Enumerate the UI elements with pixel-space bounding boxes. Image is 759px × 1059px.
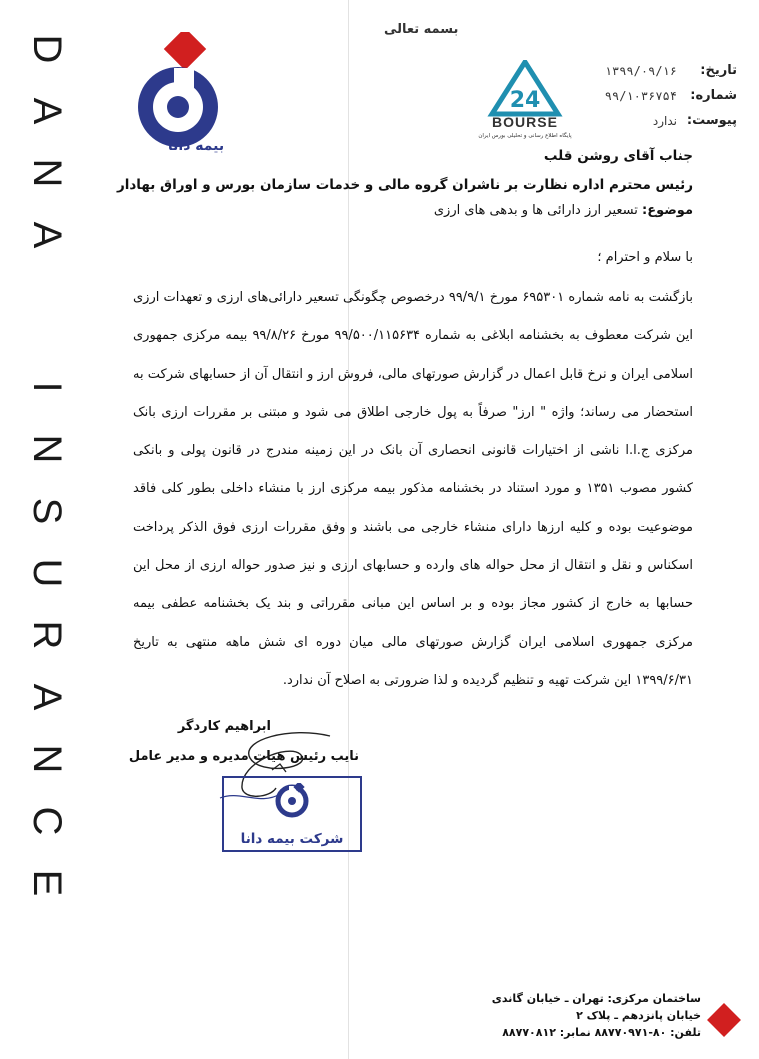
side-letter: N — [25, 158, 69, 188]
side-letter: R — [25, 620, 69, 650]
side-letter: U — [25, 558, 69, 588]
number-label: شماره: — [690, 88, 737, 103]
signer-name: ابراهیم کاردگر — [177, 719, 271, 734]
side-letter: N — [25, 434, 69, 464]
dana-logo — [118, 32, 248, 157]
svg-text:پایگاه اطلاع رسانی و تحلیلی بو: پایگاه اطلاع رسانی و تحلیلی بورس ایران — [478, 133, 572, 139]
svg-text:بیمه دانا: بیمه دانا — [167, 138, 225, 154]
invocation-text: بسمه تعالی — [384, 22, 459, 37]
svg-text:24: 24 — [509, 88, 541, 113]
letter-body — [116, 148, 693, 700]
date-value: ۱۳۹۹/۰۹/۱۶ — [604, 63, 677, 78]
stamp-logo — [274, 783, 310, 819]
footer-line-1: ساختمان مرکزی: تهران ـ خیابان گاندی — [491, 992, 701, 1005]
side-brand-word — [12, 18, 69, 914]
stamp-text: شرکت بیمه دانا — [240, 831, 344, 847]
signature-block — [129, 712, 359, 772]
number-row — [577, 83, 737, 108]
svg-text:BOURSE: BOURSE — [492, 114, 558, 130]
footer-diamond-icon — [707, 1003, 741, 1037]
body-paragraph: بازگشت به نامه شماره ۶۹۵۳۰۱ مورخ ۹۹/۹/۱ درخصوص چگونگی تسعیر دارائی‌های ارزی و تعهدات ارزی این شرکت معطوف به بخشنامه ابلاغی به شماره ۹۹/۵۰۰/۱۱۵۶۳۴ مورخ ۹۹/۸/۲۶ بیمه مرکزی جمهوری اسلامی ایران و نرخ قابل اعمال در گزارش صورتهای مالی، فروش ارز و انتقال آن از حسابهای شرکت به استحضار می رساند؛ واژه " ارز" صرفاً به پول خارجی اطلاق می شود و مبتنی بر مقررات ارزی بانک مرکزی ج.ا.ا ناشی از اختیارات قانونی انحصاری آن بانک در این زمینه مندرج در قانون پولی و بانکی کشور مصوب ۱۳۵۱ و مورد استناد در بخشنامه مذکور بیمه مرکزی ارز با منشاء داخلی بطور کلی فاقد موضوعیت بوده و کلیه ارزها دارای منشاء خارجی می باشند و وفق مقررات ارزی فوق الذکر پرداخت اسکناس و نقل و انتقال از محل حواله های وارده و حسابهای ارزی و نیز صدور حواله ارزی از محل این حسابها به خارج از کشور مجاز بوده و بر اساس این مبانی مقرراتی و بند یک بخشنامه عطفی بیمه مرکزی جمهوری اسلامی ایران گزارش صورتهای مالی میان دوره ای شش ماهه منتهی به تاریخ ۱۳۹۹/۶/۳۱ این شرکت تهیه و تنظیم گردیده و لذا ضرورتی به اصلاح آن ندارد. — [133, 290, 693, 688]
side-letter: A — [25, 221, 69, 249]
side-letter: C — [25, 806, 69, 836]
company-stamp — [222, 776, 362, 852]
footer-line-3: تلفن: ۸۰-۸۸۷۷۰۹۷۱ نمابر: ۸۸۷۷۰۸۱۲ — [502, 1026, 701, 1039]
signer-title: نایب رئیس هیات مدیره و مدیر عامل — [128, 749, 359, 764]
attachment-label: پیوست: — [686, 113, 737, 128]
date-row — [577, 58, 737, 83]
date-label: تاریخ: — [700, 63, 737, 78]
subject-text: تسعیر ارز دارائی ها و بدهی های ارزی — [433, 203, 638, 218]
number-value: ۹۹/۱۰۳۶۷۵۴ — [604, 88, 677, 103]
side-letter: A — [25, 683, 69, 711]
footer-line-2: خیابان پانزدهم ـ پلاک ۲ — [576, 1009, 701, 1022]
side-letter: S — [25, 497, 69, 525]
subject-line — [133, 203, 693, 218]
side-letter: N — [25, 744, 69, 774]
subject-label: موضوع: — [642, 203, 693, 218]
addressee-title: رئیس محترم اداره نظارت بر ناشران گروه مالی و خدمات سازمان بورس و اوراق بهادار — [116, 177, 693, 193]
letter-meta — [577, 58, 737, 133]
addressee-name: جناب آقای روشن قلب — [543, 148, 693, 164]
footer-address — [492, 990, 701, 1041]
greeting: با سلام و احترام ؛ — [597, 250, 693, 265]
side-letter: I — [25, 381, 69, 393]
attachment-row — [577, 108, 737, 133]
bourse-logo — [472, 60, 578, 140]
attachment-value: ندارد — [652, 113, 677, 128]
side-letter: D — [25, 34, 69, 64]
side-letter: E — [25, 869, 69, 897]
side-letter: A — [25, 97, 69, 125]
